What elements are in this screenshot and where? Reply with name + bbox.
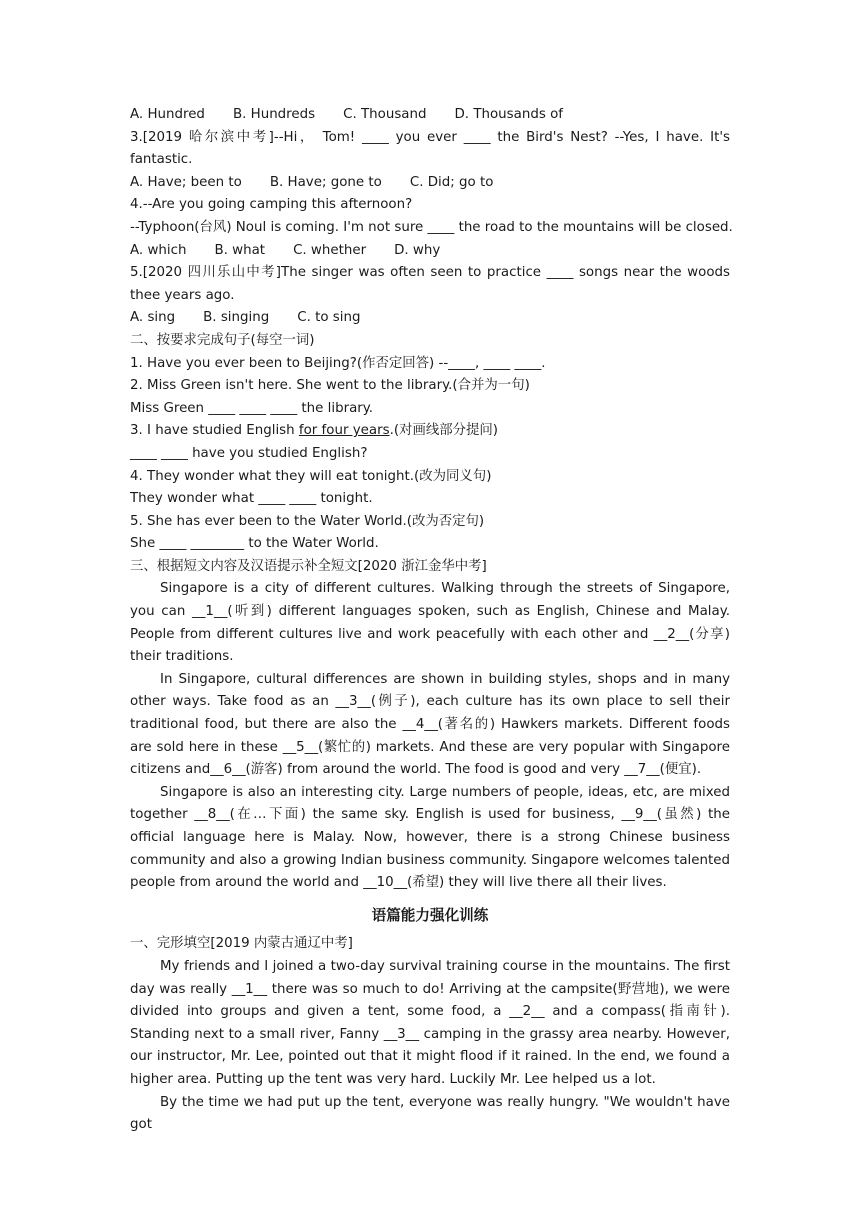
sentence-4-answer: They wonder what ____ ____ tonight. — [130, 491, 373, 507]
sentence-5-answer: She ____ ________ to the Water World. — [130, 536, 379, 552]
passage-paragraph-3: Singapore is also an interesting city. Large numbers of people, ideas, etc, are mixed together __8__(在…下面) the same sky. English is used for business, __9__(虽然) the official language here is Malay. Now, however, there is a strong Chinese business community and also a growing Indian business community. Singapore welcomes talented people from around the world and __10__(希望) they will live there all their lives. — [130, 784, 730, 891]
q4-options — [130, 240, 730, 263]
sentence-4: 4. They wonder what they will eat tonight.(改为同义句) — [130, 468, 492, 484]
sentence-3-post: .(对画线部分提问) — [389, 423, 499, 439]
sentence-2: 2. Miss Green isn't here. She went to the library.(合并为一句) — [130, 378, 530, 394]
option: A. which — [130, 242, 187, 258]
option: A. Have; been to — [130, 174, 242, 190]
option: B. Have; gone to — [269, 174, 382, 190]
sentence-2-answer: Miss Green ____ ____ ____ the library. — [130, 400, 374, 416]
option: C. Did; go to — [409, 174, 494, 190]
q3-text: 3.[2019 哈尔滨中考]--Hi， Tom! ____ you ever ____ the Bird's Nest? --Yes, I have. It's fantastic. — [130, 129, 730, 168]
q4-line2: --Typhoon(台风) Noul is coming. I'm not sure ____ the road to the mountains will be closed. — [130, 219, 733, 235]
option: A. Hundred — [130, 107, 205, 122]
option: C. Thousand — [343, 107, 427, 122]
q5-text: 5.[2020 四川乐山中考]The singer was often seen to practice ____ songs near the woods thee years ago. — [130, 265, 730, 303]
option: B. what — [214, 242, 266, 258]
option: B. Hundreds — [232, 107, 316, 122]
sentence-3-pre: 3. I have studied English — [130, 423, 299, 439]
option: B. singing — [203, 310, 270, 326]
q4-line1: 4.--Are you going camping this afternoon? — [130, 197, 413, 213]
cloze-paragraph-2: By the time we had put up the tent, everyone was really hungry. "We wouldn't have got — [130, 1094, 730, 1133]
section2-heading: 二、按要求完成句子(每空一词) — [130, 332, 315, 348]
passage-paragraph-2: In Singapore, cultural differences are shown in building styles, shops and in many other ways. Take food as an __3__(例子), each culture has its own place to sell their traditional food, but there are also the __4__(著名的) Hawkers markets. Different foods are sold here in these __5__(繁忙的) markets. And these are very popular with Singapore citizens and__6__(游客) from around the world. The food is good and very __7__(便宜). — [130, 671, 730, 778]
worksheet-page — [130, 104, 733, 1137]
sentence-3 — [130, 420, 730, 443]
option: C. to sing — [297, 310, 361, 326]
q3-options — [130, 172, 730, 195]
option: A. sing — [130, 310, 176, 326]
sentence-1: 1. Have you ever been to Beijing?(作否定回答) --____, ____ ____. — [130, 355, 546, 371]
section-title: 语篇能力强化训练 — [371, 906, 489, 924]
option: D. why — [394, 242, 441, 258]
underlined-phrase: for four years — [298, 423, 390, 439]
option: D. Thousands of — [454, 107, 563, 122]
cloze-heading: 一、完形填空[2019 内蒙古通辽中考] — [130, 936, 353, 952]
cloze-paragraph-1: My friends and I joined a two-day survival training course in the mountains. The first day was really __1__ there was so much to do! Arriving at the campsite(野营地), we were divided into groups and given a tent, some food, a __2__ and a compass(指南针). Standing next to a small river, Fanny __3__ camping in the grassy area nearby. However, our instructor, Mr. Lee, pointed out that it might flood if it rained. In the end, we found a higher area. Putting up the tent was very hard. Luckily Mr. Lee helped us a lot. — [130, 958, 730, 1087]
section3-heading: 三、根据短文内容及汉语提示补全短文[2020 浙江金华中考] — [130, 558, 487, 574]
option: C. whether — [293, 242, 367, 258]
sentence-3-answer: ____ ____ have you studied English? — [130, 445, 368, 461]
sentence-5: 5. She has ever been to the Water World.(改为否定句) — [130, 513, 485, 529]
q5-options — [130, 307, 730, 330]
passage-paragraph-1: Singapore is a city of different cultures. Walking through the streets of Singapore, you can __1__(听到) different languages spoken, such as English, Chinese and Malay. People from different cultures live and work peacefully with each other and __2__(分享) their traditions. — [130, 581, 730, 665]
q2-options — [130, 104, 730, 127]
